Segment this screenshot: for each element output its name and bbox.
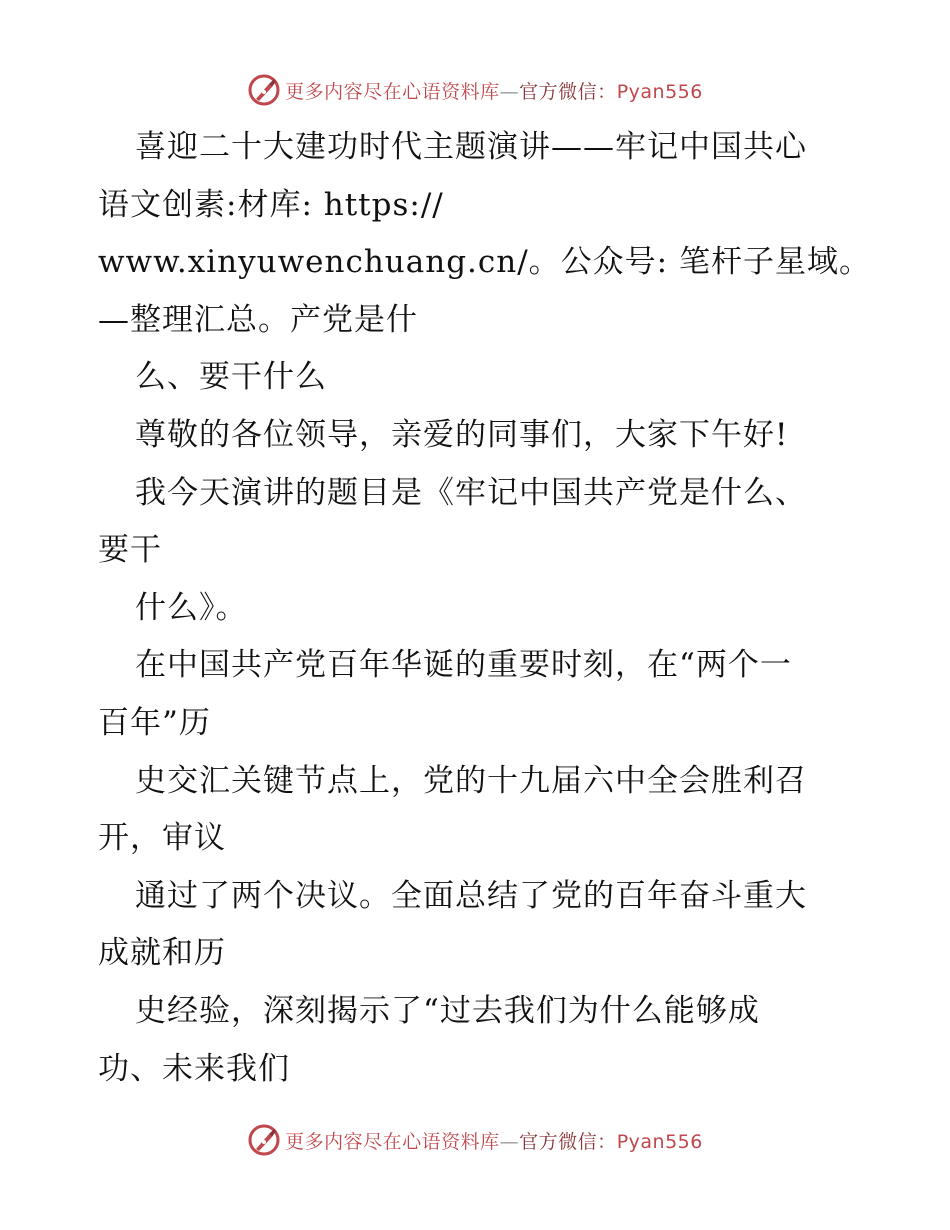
footer-brand: 更多内容尽在心语资料库 (285, 1130, 500, 1153)
text-line: 开，审议 (98, 820, 226, 857)
footer-wechat-id: Pyan556 (616, 1130, 703, 1153)
header-watermark (0, 70, 950, 110)
text-line: 百年”历 (98, 704, 211, 741)
document-body (98, 119, 888, 1098)
text-line: 么、要干什么 (135, 359, 327, 396)
header-text (285, 77, 703, 104)
text-line: 通过了两个决议。全面总结了党的百年奋斗重大 (135, 877, 807, 914)
text-line: 喜迎二十大建功时代主题演讲——牢记中国共心 (135, 129, 807, 165)
text-line: 要干 (98, 532, 162, 569)
footer-text (285, 1127, 703, 1154)
text-line: 在中国共产党百年华诞的重要时刻，在“两个一 (135, 647, 792, 684)
header-separator: — (499, 80, 520, 103)
footer-separator: — (499, 1130, 520, 1153)
text-line: www.xinyuwenchuang.cn/。公众号: 笔杆子星域。 (98, 244, 871, 281)
text-line: 语文创素:材库: https:// (98, 186, 444, 223)
footer-wechat-label: 官方微信： (519, 1130, 617, 1153)
header-wechat-id: Pyan556 (616, 80, 703, 103)
text-line: 史经验，深刻揭示了“过去我们为什么能够成 (135, 992, 760, 1029)
footer-watermark (0, 1120, 950, 1160)
text-line: 尊敬的各位领导，亲爱的同事们，大家下午好! (135, 416, 789, 453)
text-line: 什么》。 (135, 589, 248, 626)
text-line: —整理汇总。产党是什 (98, 301, 418, 338)
text-line: 功、未来我们 (98, 1050, 290, 1087)
header-wechat-label: 官方微信： (519, 80, 617, 103)
pen-logo-icon (247, 1123, 281, 1157)
header-brand: 更多内容尽在心语资料库 (285, 80, 500, 103)
text-line: 史交汇关键节点上，党的十九届六中全会胜利召 (135, 762, 807, 799)
text-line: 成就和历 (98, 935, 226, 972)
text-line: 我今天演讲的题目是《牢记中国共产党是什么、 (135, 474, 807, 511)
pen-logo-icon (247, 73, 281, 107)
